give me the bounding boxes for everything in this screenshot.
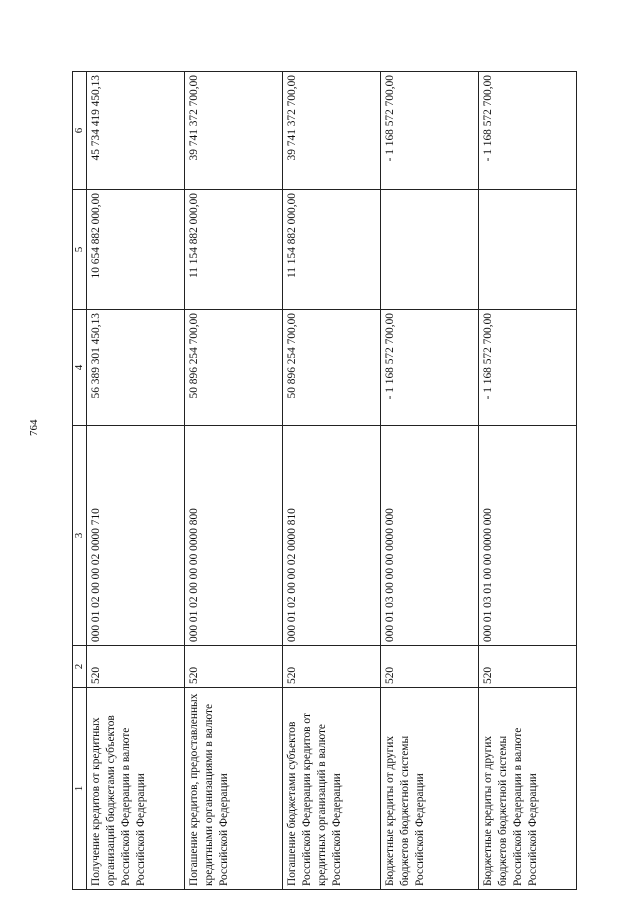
row-budget-code: 000 01 02 00 00 02 0000 810 bbox=[283, 426, 381, 646]
row-name: Получение кредитов от кредитных организаций бюджетами субъектов Российской Федерации в валюте Российской Федерации bbox=[87, 688, 185, 890]
row-col-6: 39 741 372 700,00 bbox=[283, 72, 381, 190]
header-col-4: 4 bbox=[73, 310, 87, 426]
row-name: Погашение кредитов, предоставленных кредитными организациями в валюте Российской Федерации bbox=[185, 688, 283, 890]
row-col-4: 56 389 301 450,13 bbox=[87, 310, 185, 426]
row-col-5 bbox=[381, 190, 479, 310]
row-budget-code: 000 01 02 00 00 02 0000 710 bbox=[87, 426, 185, 646]
row-name: Погашение бюджетами субъектов Российской Федерации кредитов от кредитных организаций в валюте Российской Федерации bbox=[283, 688, 381, 890]
row-admin-code: 520 bbox=[185, 646, 283, 688]
header-col-1: 1 bbox=[73, 688, 87, 890]
table-row bbox=[87, 72, 185, 890]
row-col-5: 11 154 882 000,00 bbox=[283, 190, 381, 310]
table-row bbox=[381, 72, 479, 890]
row-col-4: - 1 168 572 700,00 bbox=[381, 310, 479, 426]
row-col-5 bbox=[479, 190, 577, 310]
row-budget-code: 000 01 03 01 00 00 0000 000 bbox=[479, 426, 577, 646]
header-col-2: 2 bbox=[73, 646, 87, 688]
row-budget-code: 000 01 02 00 00 00 0000 800 bbox=[185, 426, 283, 646]
row-admin-code: 520 bbox=[381, 646, 479, 688]
header-col-6: 6 bbox=[73, 72, 87, 190]
row-col-6: 39 741 372 700,00 bbox=[185, 72, 283, 190]
table-row bbox=[185, 72, 283, 890]
table-row bbox=[283, 72, 381, 890]
page-number: 764 bbox=[28, 419, 40, 436]
row-col-4: 50 896 254 700,00 bbox=[283, 310, 381, 426]
row-name: Бюджетные кредиты от других бюджетов бюджетной системы Российской Федерации в валюте Российской Федерации bbox=[479, 688, 577, 890]
header-row bbox=[73, 72, 87, 890]
row-col-6: - 1 168 572 700,00 bbox=[381, 72, 479, 190]
row-col-5: 11 154 882 000,00 bbox=[185, 190, 283, 310]
row-admin-code: 520 bbox=[283, 646, 381, 688]
row-col-4: 50 896 254 700,00 bbox=[185, 310, 283, 426]
row-budget-code: 000 01 03 00 00 00 0000 000 bbox=[381, 426, 479, 646]
table-row bbox=[479, 72, 577, 890]
row-admin-code: 520 bbox=[87, 646, 185, 688]
row-col-6: - 1 168 572 700,00 bbox=[479, 72, 577, 190]
row-admin-code: 520 bbox=[479, 646, 577, 688]
row-col-6: 45 734 419 450,13 bbox=[87, 72, 185, 190]
row-name: Бюджетные кредиты от других бюджетов бюджетной системы Российской Федерации bbox=[381, 688, 479, 890]
row-col-5: 10 654 882 000,00 bbox=[87, 190, 185, 310]
header-col-3: 3 bbox=[73, 426, 87, 646]
row-col-4: - 1 168 572 700,00 bbox=[479, 310, 577, 426]
budget-table-container bbox=[72, 72, 577, 890]
budget-table bbox=[72, 71, 577, 890]
header-col-5: 5 bbox=[73, 190, 87, 310]
